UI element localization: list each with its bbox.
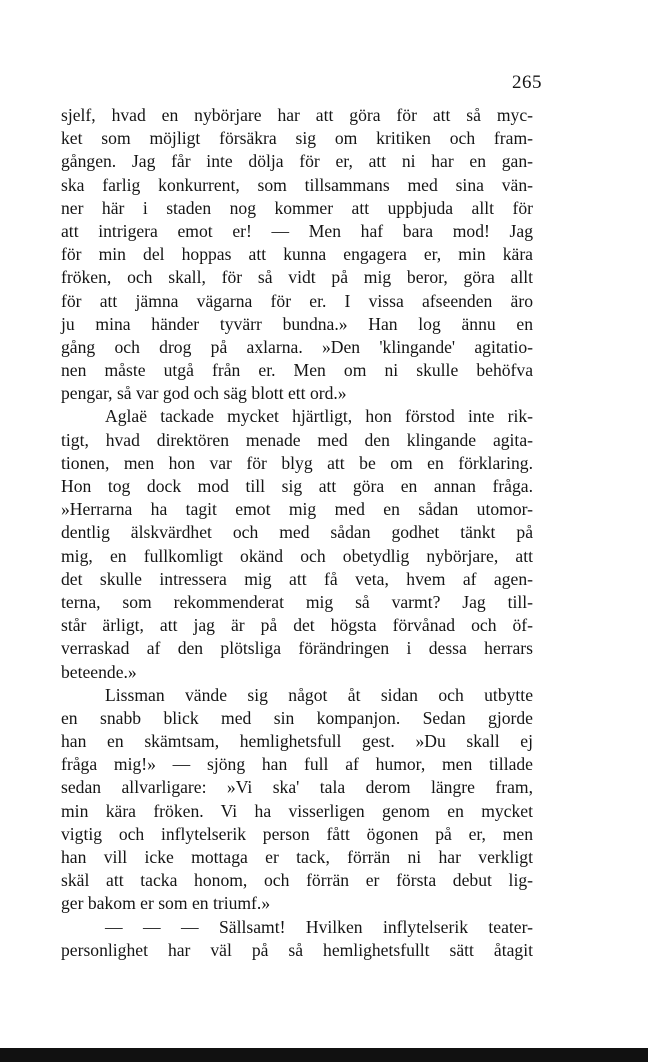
text-line: han en skämtsam, hemlighetsfull gest. »Du skall ej xyxy=(61,731,533,752)
text-line: ner här i staden nog kommer att uppbjuda allt för xyxy=(61,197,533,218)
body-text xyxy=(61,104,533,962)
text-line: tionen, men hon var för blyg att be om en förklaring. xyxy=(61,452,533,473)
text-line: tigt, hvad direktören menade med den klingande agita- xyxy=(61,429,533,450)
text-line: för min del hoppas att kunna engagera er, min kära xyxy=(61,244,533,265)
text-line: det skulle intressera mig att få veta, hvem af agen- xyxy=(61,568,533,589)
text-line: »Herrarna ha tagit emot mig med en sådan utomor- xyxy=(61,499,533,520)
text-line: fröken, och skall, för så vidt på mig beror, göra allt xyxy=(61,267,533,288)
text-line: skäl att tacka honom, och förrän er första debut lig- xyxy=(61,870,533,891)
text-line: står ärligt, att jag är på det högsta förvånad och öf- xyxy=(61,615,533,636)
text-line: fråga mig!» — sjöng han full af humor, men tillade xyxy=(61,754,533,775)
text-line: gången. Jag får inte dölja för er, att ni har en gan- xyxy=(61,151,533,172)
text-line: nen måste utgå från er. Men om ni skulle behöfva xyxy=(61,360,533,381)
text-line: — — — Sällsamt! Hvilken inflytelserik teater- xyxy=(105,916,533,937)
text-line: Aglaë tackade mycket hjärtligt, hon förstod inte rik- xyxy=(105,406,533,427)
page-number: 265 xyxy=(512,72,542,93)
text-line: terna, som rekommenderat mig så varmt? Jag till- xyxy=(61,591,533,612)
text-line: han vill icke mottaga er tack, förrän ni har verkligt xyxy=(61,847,533,867)
text-line: min kära fröken. Vi ha visserligen genom en mycket xyxy=(61,800,533,821)
text-line: personlighet har väl på så hemlighetsfullt sätt åtagit xyxy=(61,939,533,960)
text-line: dentlig älskvärdhet och med sådan godhet tänkt på xyxy=(61,522,533,543)
text-line: sedan allvarligare: »Vi ska' tala derom längre fram, xyxy=(61,777,533,798)
text-line: en snabb blick med sin kompanjon. Sedan gjorde xyxy=(61,707,533,728)
text-line: pengar, så var god och säg blott ett ord.» xyxy=(61,383,347,404)
text-line: ger bakom er som en triumf.» xyxy=(61,893,271,914)
text-line: Lissman vände sig något åt sidan och utbytte xyxy=(105,684,533,705)
text-line: ska farlig konkurrent, som tillsammans med sina vän- xyxy=(61,174,533,195)
text-line: sjelf, hvad en nybörjare har att göra för att så myc- xyxy=(61,105,533,125)
text-line: att intrigera emot er! — Men haf bara mod! Jag xyxy=(61,220,533,241)
text-line: beteende.» xyxy=(61,661,137,682)
text-line: mig, en fullkomligt okänd och obetydlig nybörjare, att xyxy=(61,545,533,566)
text-line: verraskad af den plötsliga förändringen i dessa herrars xyxy=(61,638,533,659)
text-line: gång och drog på axlarna. »Den 'klingande' agitatio- xyxy=(61,336,533,357)
text-line: för att jämna vägarna för er. I vissa afseenden äro xyxy=(61,290,533,311)
text-line: vigtig och inflytelserik person fått ögonen på er, men xyxy=(61,823,533,844)
scan-edge xyxy=(0,1048,648,1062)
text-line: ket som möjligt försäkra sig om kritiken och fram- xyxy=(61,128,533,149)
text-line: Hon tog dock mod till sig att göra en annan fråga. xyxy=(61,476,533,496)
text-line: ju mina händer tyvärr bundna.» Han log ännu en xyxy=(61,313,533,334)
